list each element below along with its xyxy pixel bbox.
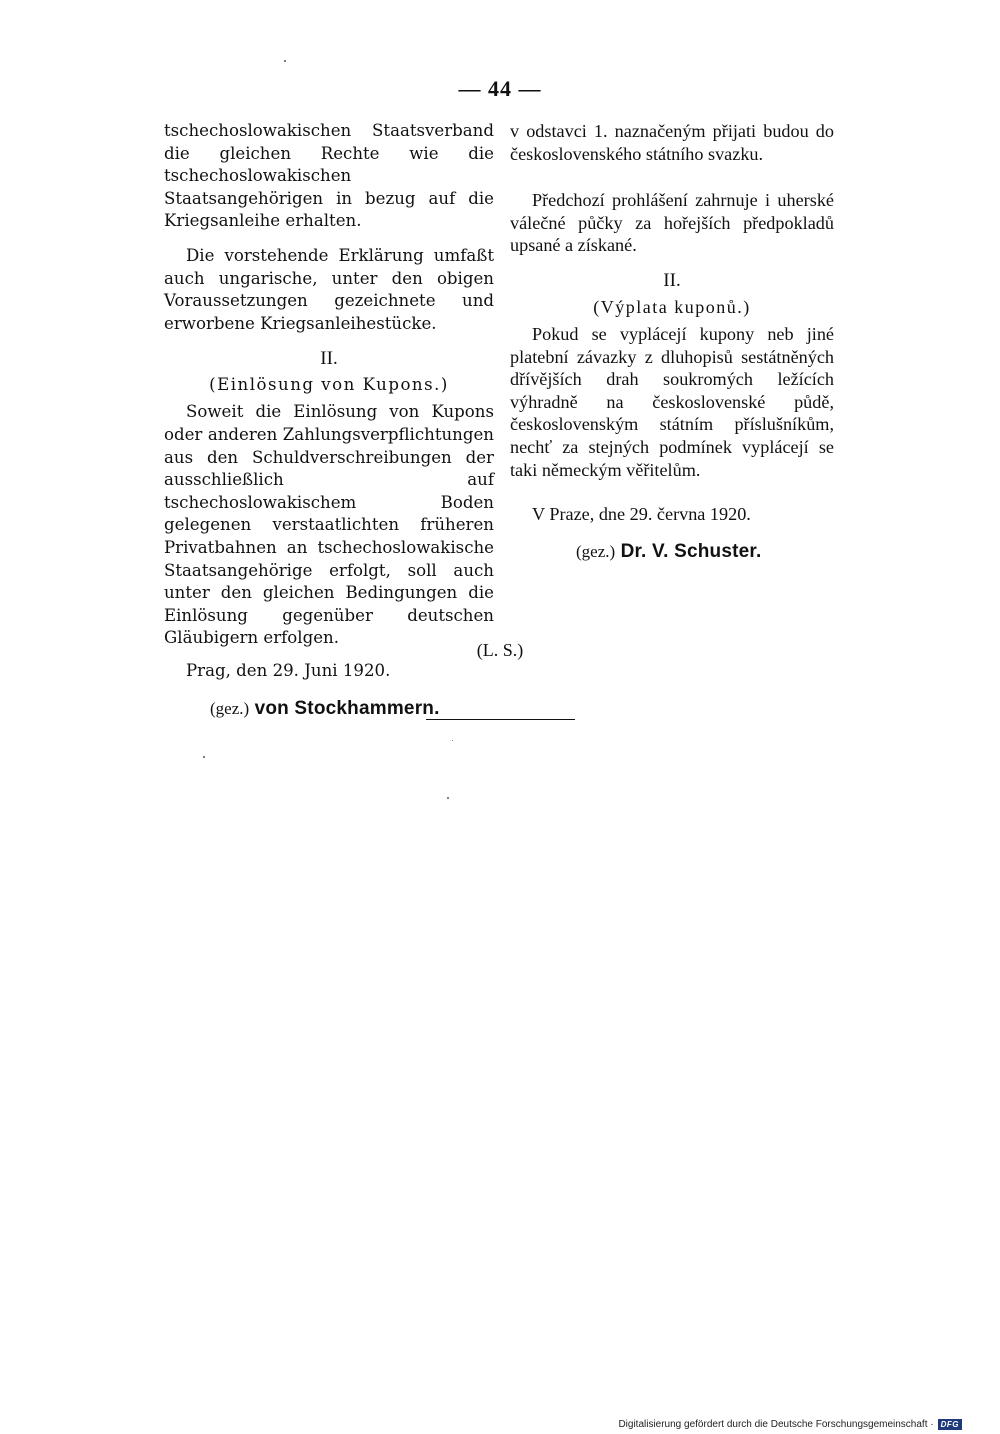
czech-signature-name: Dr. V. Schuster.: [620, 541, 762, 563]
scan-speck: [284, 60, 286, 62]
scan-speck: [452, 740, 453, 741]
german-paragraph-1: tschechoslowakischen Staatsverband die gleichen Rechte wie die tschechoslowakischen Staatsangehörigen in bezug auf die Kriegsanleihe erhalten.: [164, 121, 494, 231]
czech-paragraph-2: Předchozí prohlášení zahrnuje i uherské válečné půčky za hořejších předpokladů upsané a získané.: [510, 190, 834, 256]
german-paragraph-3: Soweit die Einlösung von Kupons oder anderen Zahlungsverpflichtungen aus den Schuldverschreibungen der ausschließlich auf tschechoslowakischem Boden gelegenen verstaatlichten früheren Privatbahnen an tschechoslowakische Staatsangehörige erfolgt, soll auch unter den gleichen Bedingungen die Einlösung gegenüber deutschen Gläubigern erfolgen.: [164, 402, 494, 648]
seal-mark: (L. S.): [476, 640, 524, 660]
footer: [618, 1416, 962, 1432]
czech-date-line: V Praze, dne 29. června 1920.: [532, 504, 751, 525]
dfg-logo: DFG: [938, 1419, 962, 1430]
czech-column: [510, 120, 834, 563]
czech-signature: [510, 541, 834, 563]
german-signature-prefix: (gez.): [210, 698, 250, 718]
czech-paragraph-1: v odstavci 1. naznačeným přijati budou do československého státního svazku.: [510, 121, 834, 164]
scan-speck: [447, 797, 449, 799]
german-section-number: II.: [320, 348, 338, 370]
closing-rule: [426, 719, 575, 720]
czech-section-number: II.: [663, 269, 681, 291]
page-number: — 44 —: [458, 76, 542, 101]
german-paragraph-2: Die vorstehende Erklärung umfaßt auch ungarische, unter den obigen Voraussetzungen gezeichnete und erworbene Kriegsanleihestücke.: [164, 245, 494, 333]
footer-text: Digitalisierung gefördert durch die Deutsche Forschungsgemeinschaft ·: [618, 1418, 934, 1430]
czech-paragraph-3: Pokud se vyplácejí kupony neb jiné platební závazky z dluhopisů sestátněných dřívějších drah soukromých ležících výhradně na československé půdě, československým státním příslušníkům, nechť za stejných podmínek vyplácejí se taki německým věřitelům.: [510, 323, 834, 480]
czech-signature-prefix: (gez.): [576, 542, 616, 562]
german-section-title: (Einlösung von Kupons.): [209, 375, 449, 395]
german-date-line: Prag, den 29. Juni 1920.: [186, 660, 391, 680]
german-signature-name: von Stockhammern.: [254, 697, 440, 719]
scan-speck: [203, 756, 205, 758]
german-column: [164, 120, 494, 720]
german-signature: [164, 698, 494, 720]
czech-section-title: (Výplata kuponů.): [593, 296, 751, 317]
